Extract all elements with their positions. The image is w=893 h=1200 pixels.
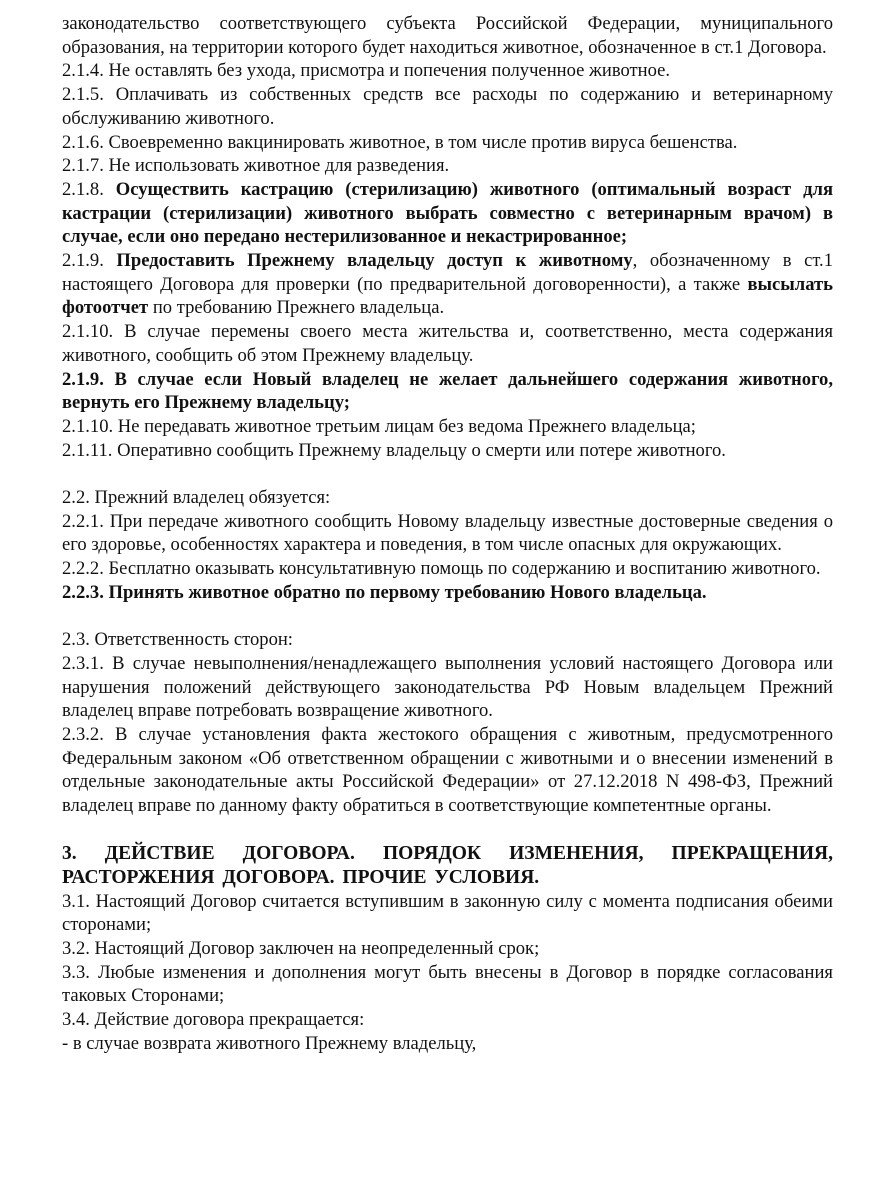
clause-2-1-5: 2.1.5. Оплачивать из собственных средств все расходы по содержанию и ветеринарному обслуживанию животного. — [62, 84, 833, 129]
clause-2-2-3: 2.2.3. Принять животное обратно по первому требованию Нового владельца. — [62, 581, 707, 603]
clause-2-1-7: 2.1.7. Не использовать животное для разведения. — [62, 155, 450, 177]
paragraph-legislation: законодательство соответствующего субъекта Российской Федерации, муниципального образования, на территории которого будет находиться животное, обозначенное в ст.1 Договора. — [62, 13, 833, 58]
spacer — [62, 462, 833, 486]
clause-2-3-2: 2.3.2. В случае установления факта жестокого обращения с животным, предусмотренного Федеральным законом «Об ответственном обращении с животными и о внесении изменений в отдельные законодательные акты Российской Федерации» от 27.12.2018 N 498-ФЗ, Прежний владелец вправе по данному факту обратиться в соответствующие компетентные органы. — [62, 724, 833, 817]
section-2-3-title: 2.3. Ответственность сторон: — [62, 629, 293, 651]
clause-text: , обозначенному в ст.1 настоящего Договора для проверки (по предварительной договоренности), а также — [62, 250, 834, 295]
clause-text: по требованию Прежнего владельца. — [148, 297, 445, 319]
clause-2-1-10-third-parties: 2.1.10. Не передавать животное третьим лицам без ведома Прежнего владельца; — [62, 415, 696, 437]
clause-2-1-9-return: 2.1.9. В случае если Новый владелец не желает дальнейшего содержания животного, вернуть его Прежнему владельцу; — [62, 368, 833, 414]
clause-bold-text: высылать фотоотчет — [62, 273, 833, 319]
clause-2-1-11: 2.1.11. Оперативно сообщить Прежнему владельцу о смерти или потере животного. — [62, 439, 726, 461]
clause-2-1-8 — [62, 178, 833, 249]
clause-3-3: 3.3. Любые изменения и дополнения могут быть внесены в Договор в порядке согласования таковых Сторонами; — [62, 961, 833, 1007]
clause-2-2-2: 2.2.2. Бесплатно оказывать консультативную помощь по содержанию и воспитанию животного. — [62, 558, 821, 580]
clause-2-3-1: 2.3.1. В случае невыполнения/ненадлежащего выполнения условий настоящего Договора или нарушения положений действующего законодательства РФ Новым владельцем Прежний владелец вправе потребовать возвращение животного. — [62, 652, 833, 722]
clause-3-2: 3.2. Настоящий Договор заключен на неопределенный срок; — [62, 937, 540, 959]
clause-2-1-9-access — [62, 249, 833, 320]
spacer — [62, 605, 833, 629]
section-3-heading: 3. ДЕЙСТВИЕ ДОГОВОРА. ПОРЯДОК ИЗМЕНЕНИЯ, ПРЕКРАЩЕНИЯ, РАСТОРЖЕНИЯ ДОГОВОРА. ПРОЧИЕ УСЛОВИЯ. — [62, 842, 833, 888]
clause-2-1-4: 2.1.4. Не оставлять без ухода, присмотра и попечения полученное животное. — [62, 60, 671, 82]
document-page — [62, 12, 833, 1055]
clause-number: 2.1.8. — [62, 178, 116, 200]
clause-bold-text: Предоставить Прежнему владельцу доступ к животному — [116, 250, 633, 272]
clause-2-2-1: 2.2.1. При передаче животного сообщить Новому владельцу известные достоверные сведения о его здоровье, особенностях характера и поведения, в том числе опасных для окружающих. — [62, 510, 833, 556]
clause-3-4-item: - в случае возврата животного Прежнему владельцу, — [62, 1032, 477, 1054]
clause-3-4: 3.4. Действие договора прекращается: — [62, 1009, 365, 1031]
spacer — [62, 818, 833, 842]
clause-2-1-6: 2.1.6. Своевременно вакцинировать животное, в том числе против вируса бешенства. — [62, 131, 738, 153]
clause-3-1: 3.1. Настоящий Договор считается вступившим в законную силу с момента подписания обеими сторонами; — [62, 890, 833, 936]
clause-bold-text: Осуществить кастрацию (стерилизацию) животного (оптимальный возраст для кастрации (стерилизации) животного выбрать совместно с ветеринарным врачом) в случае, если оно передано нестерилизованное и некастрированное; — [62, 178, 834, 248]
section-2-2-title: 2.2. Прежний владелец обязуется: — [62, 487, 331, 509]
clause-2-1-10-residence: 2.1.10. В случае перемены своего места жительства и, соответственно, места содержания животного, сообщить об этом Прежнему владельцу. — [62, 321, 833, 366]
clause-number: 2.1.9. — [62, 250, 117, 272]
